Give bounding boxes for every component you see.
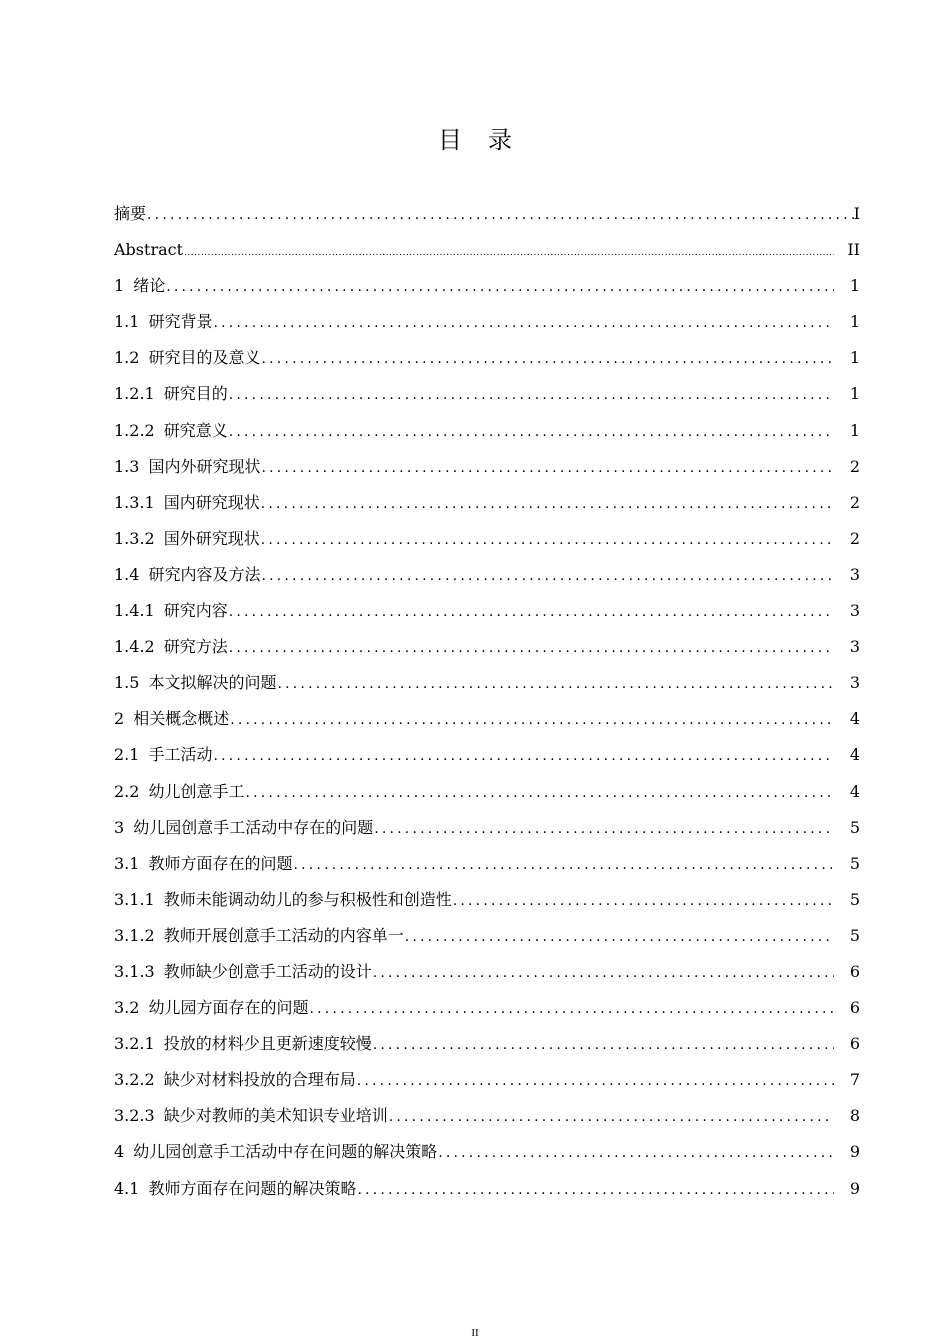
toc-entry-title: 绪论 bbox=[133, 276, 166, 296]
toc-entry-page: 4 bbox=[849, 781, 860, 801]
toc-entry-page: 2 bbox=[849, 456, 860, 476]
toc-entry-number: 1.5 bbox=[114, 673, 140, 693]
toc-entry-title: 投放的材料少且更新速度较慢 bbox=[163, 1034, 372, 1054]
toc-entry-title: 摘要 bbox=[114, 204, 147, 223]
toc-entry-title-group bbox=[114, 774, 244, 810]
page-title-char-1: 目 bbox=[438, 126, 462, 154]
toc-entry-number: 3.2.1 bbox=[114, 1034, 155, 1054]
toc-entry-page: 2 bbox=[849, 492, 860, 512]
toc-leader-dots bbox=[309, 991, 834, 1027]
toc-entry[interactable] bbox=[114, 1062, 860, 1098]
toc-entry-number: 1.3 bbox=[114, 456, 140, 476]
toc-entry-number: 3.1.2 bbox=[114, 925, 155, 945]
page-title-char-2: 录 bbox=[488, 126, 512, 154]
toc-leader-dots bbox=[166, 269, 834, 305]
toc-entry-number: 1.1 bbox=[114, 312, 140, 332]
toc-entry-title-group bbox=[114, 737, 212, 773]
toc-entry-abstract-cn[interactable] bbox=[114, 196, 860, 232]
toc-leader-dots bbox=[389, 1099, 834, 1135]
toc-entry[interactable] bbox=[114, 737, 860, 773]
toc-entry-title: 教师方面存在问题的解决策略 bbox=[148, 1178, 357, 1198]
toc-leader-dots bbox=[277, 666, 834, 702]
toc-entry-page: 1 bbox=[849, 312, 860, 332]
toc-entry-title-group bbox=[114, 1171, 356, 1207]
toc-entry-number: 3.1.3 bbox=[114, 961, 155, 981]
toc-entry-title: 研究目的 bbox=[163, 384, 228, 404]
toc-entry-page: 6 bbox=[849, 961, 860, 981]
toc-entry-title: 研究方法 bbox=[163, 637, 228, 657]
toc-entry-number: 1.4 bbox=[114, 564, 140, 584]
toc-entry[interactable] bbox=[114, 918, 860, 954]
toc-entry-page: 5 bbox=[849, 853, 860, 873]
toc-entry-number: 2.2 bbox=[114, 781, 140, 801]
toc-leader-dots bbox=[261, 486, 834, 522]
toc-entry-number: 4.1 bbox=[114, 1178, 140, 1198]
toc-entry-title: 国内研究现状 bbox=[163, 492, 260, 512]
toc-entry-title: 研究内容及方法 bbox=[148, 564, 261, 584]
toc-entry-title-group bbox=[114, 376, 228, 412]
toc-entry-page: 3 bbox=[849, 637, 860, 657]
toc-entry-number: 3.1.1 bbox=[114, 889, 155, 909]
toc-entry-number: 1.2.2 bbox=[114, 420, 155, 440]
toc-entry-page: 9 bbox=[849, 1178, 860, 1198]
toc-entry-title: 国内外研究现状 bbox=[148, 456, 261, 476]
toc-entry-title-group bbox=[114, 268, 165, 304]
toc-entry-page: 1 bbox=[849, 348, 860, 368]
toc-entry-title: 研究目的及意义 bbox=[148, 348, 261, 368]
toc-leader-dots bbox=[229, 594, 834, 630]
toc-entry[interactable] bbox=[114, 557, 860, 593]
toc-entry-title-group bbox=[114, 413, 228, 449]
toc-entry-title-group bbox=[114, 846, 292, 882]
toc-leader-dots bbox=[229, 630, 834, 666]
toc-leader-dots bbox=[405, 919, 834, 955]
toc-entry-title: 国外研究现状 bbox=[163, 528, 260, 548]
toc-entry-title-group bbox=[114, 1026, 372, 1062]
toc-entry-number: 3.2.2 bbox=[114, 1070, 155, 1090]
toc-entry-title: 缺少对材料投放的合理布局 bbox=[163, 1070, 356, 1090]
toc-entry-title: 研究背景 bbox=[148, 312, 213, 332]
toc-entry-page: 9 bbox=[849, 1142, 860, 1162]
toc-entry-title-group bbox=[114, 665, 276, 701]
toc-entry-page: 7 bbox=[849, 1070, 860, 1090]
toc-leader-dots bbox=[261, 522, 834, 558]
toc-entry[interactable] bbox=[114, 665, 860, 701]
toc-leader-dots bbox=[261, 450, 834, 486]
toc-entry-number: 1.4.1 bbox=[114, 601, 155, 621]
toc-entry-title-group bbox=[114, 1134, 437, 1170]
toc-leader-dots bbox=[229, 377, 834, 413]
toc-entry-title-group bbox=[114, 701, 229, 737]
toc-entry[interactable] bbox=[114, 990, 860, 1026]
toc-entry-title-group bbox=[114, 1062, 356, 1098]
toc-entry[interactable] bbox=[114, 810, 860, 846]
toc-leader-dots bbox=[230, 702, 834, 738]
toc-entry-title: 研究意义 bbox=[163, 420, 228, 440]
toc-leader-dots bbox=[438, 1135, 834, 1171]
toc-entry-title-group bbox=[114, 954, 372, 990]
toc-entry-title-group bbox=[114, 521, 260, 557]
toc-entry[interactable] bbox=[114, 1098, 860, 1134]
toc-entry-abstract-en[interactable] bbox=[114, 232, 860, 268]
toc-entry-number: 1.2.1 bbox=[114, 384, 155, 404]
toc-entry[interactable] bbox=[114, 376, 860, 412]
toc-entry-number: 3.1 bbox=[114, 853, 140, 873]
toc-entry[interactable] bbox=[114, 882, 860, 918]
table-of-contents bbox=[114, 196, 860, 1207]
toc-entry-title: 手工活动 bbox=[148, 745, 213, 765]
toc-entry-page: 2 bbox=[849, 528, 860, 548]
toc-entry[interactable] bbox=[114, 593, 860, 629]
toc-entry[interactable] bbox=[114, 1171, 860, 1207]
toc-entry[interactable] bbox=[114, 846, 860, 882]
toc-entry[interactable] bbox=[114, 1134, 860, 1170]
toc-entry[interactable] bbox=[114, 340, 860, 376]
toc-entry-number: 4 bbox=[114, 1142, 125, 1162]
toc-leader-dots bbox=[213, 738, 834, 774]
toc-entry-page: 5 bbox=[849, 817, 860, 837]
toc-entry-title: 研究内容 bbox=[163, 601, 228, 621]
toc-entry-number: 1.3.2 bbox=[114, 528, 155, 548]
toc-entry-title-group bbox=[114, 485, 260, 521]
toc-entry-number: 2 bbox=[114, 709, 125, 729]
toc-entry-title: 教师未能调动幼儿的参与积极性和创造性 bbox=[163, 889, 452, 909]
toc-entry[interactable] bbox=[114, 629, 860, 665]
toc-entry[interactable] bbox=[114, 521, 860, 557]
toc-entry[interactable] bbox=[114, 413, 860, 449]
toc-entry-number: 3.2 bbox=[114, 998, 140, 1018]
toc-entry-title-group bbox=[114, 593, 228, 629]
toc-entry-page: 3 bbox=[849, 564, 860, 584]
toc-entry-title-group bbox=[114, 304, 212, 340]
toc-entry-title: 幼儿园创意手工活动中存在问题的解决策略 bbox=[133, 1142, 438, 1162]
toc-entry-page: II bbox=[847, 240, 860, 260]
toc-entry-number: 1 bbox=[114, 276, 125, 296]
toc-entry-page: 1 bbox=[849, 420, 860, 440]
toc-entry-title: 相关概念概述 bbox=[133, 709, 230, 729]
page-title bbox=[0, 120, 950, 155]
toc-leader-dots bbox=[357, 1063, 834, 1099]
toc-leader-dots bbox=[147, 197, 854, 233]
toc-entry-page: 6 bbox=[849, 1034, 860, 1054]
page-number-footer: II bbox=[471, 1327, 479, 1339]
toc-entry-title-group bbox=[114, 990, 308, 1026]
toc-leader-dots bbox=[453, 883, 834, 919]
toc-entry[interactable] bbox=[114, 304, 860, 340]
toc-entry-title-group bbox=[114, 629, 228, 665]
toc-entry-number: 3.2.3 bbox=[114, 1106, 155, 1126]
toc-entry-number: 1.2 bbox=[114, 348, 140, 368]
toc-leader-dots bbox=[373, 1027, 834, 1063]
toc-entry-page: 8 bbox=[849, 1106, 860, 1126]
toc-entry-page: 1 bbox=[849, 276, 860, 296]
toc-entry-title: 教师开展创意手工活动的内容单一 bbox=[163, 925, 404, 945]
toc-entry[interactable] bbox=[114, 954, 860, 990]
toc-leader-dots bbox=[293, 847, 834, 883]
toc-entry-title-group bbox=[114, 918, 404, 954]
toc-entry-page: I bbox=[853, 204, 860, 223]
toc-entry[interactable] bbox=[114, 485, 860, 521]
toc-entry-title: 缺少对教师的美术知识专业培训 bbox=[163, 1106, 388, 1126]
toc-entry-page: 5 bbox=[849, 889, 860, 909]
toc-entry[interactable] bbox=[114, 268, 860, 304]
toc-entry-page: 1 bbox=[849, 384, 860, 404]
toc-entry-title: 本文拟解决的问题 bbox=[148, 673, 277, 693]
toc-entry-title: 幼儿创意手工 bbox=[148, 781, 245, 801]
toc-entry-number: 1.4.2 bbox=[114, 637, 155, 657]
toc-entry-title-group bbox=[114, 810, 373, 846]
toc-leader-dots bbox=[229, 414, 834, 450]
toc-entry-page: 3 bbox=[849, 601, 860, 621]
toc-leader-dots bbox=[374, 811, 834, 847]
toc-entry-title-group bbox=[114, 449, 260, 485]
toc-entry-title: 教师缺少创意手工活动的设计 bbox=[163, 961, 372, 981]
toc-leader-dots bbox=[213, 305, 834, 341]
toc-entry[interactable] bbox=[114, 774, 860, 810]
toc-entry-number: 1.3.1 bbox=[114, 492, 155, 512]
toc-entry-page: 5 bbox=[849, 925, 860, 945]
toc-entry-title: Abstract bbox=[114, 240, 184, 260]
toc-entry-page: 4 bbox=[849, 709, 860, 729]
toc-entry-page: 4 bbox=[849, 745, 860, 765]
toc-entry[interactable] bbox=[114, 1026, 860, 1062]
toc-leader-dots bbox=[184, 235, 834, 271]
toc-entry-title: 幼儿园方面存在的问题 bbox=[148, 998, 309, 1018]
toc-entry-title: 教师方面存在的问题 bbox=[148, 853, 293, 873]
toc-entry-page: 6 bbox=[849, 998, 860, 1018]
toc-entry-number: 2.1 bbox=[114, 745, 140, 765]
toc-leader-dots bbox=[261, 558, 834, 594]
toc-entry[interactable] bbox=[114, 449, 860, 485]
toc-entry-title-group bbox=[114, 557, 260, 593]
toc-entry-number: 3 bbox=[114, 817, 125, 837]
toc-entry-title: 幼儿园创意手工活动中存在的问题 bbox=[133, 817, 374, 837]
toc-entry-title-group bbox=[114, 882, 452, 918]
toc-entry-title-group bbox=[114, 340, 260, 376]
toc-leader-dots bbox=[245, 775, 834, 811]
toc-leader-dots bbox=[261, 341, 834, 377]
toc-entry-page: 3 bbox=[849, 673, 860, 693]
toc-entry-title-group bbox=[114, 1098, 388, 1134]
toc-leader-dots bbox=[357, 1172, 834, 1208]
toc-leader-dots bbox=[373, 955, 834, 991]
toc-entry[interactable] bbox=[114, 701, 860, 737]
